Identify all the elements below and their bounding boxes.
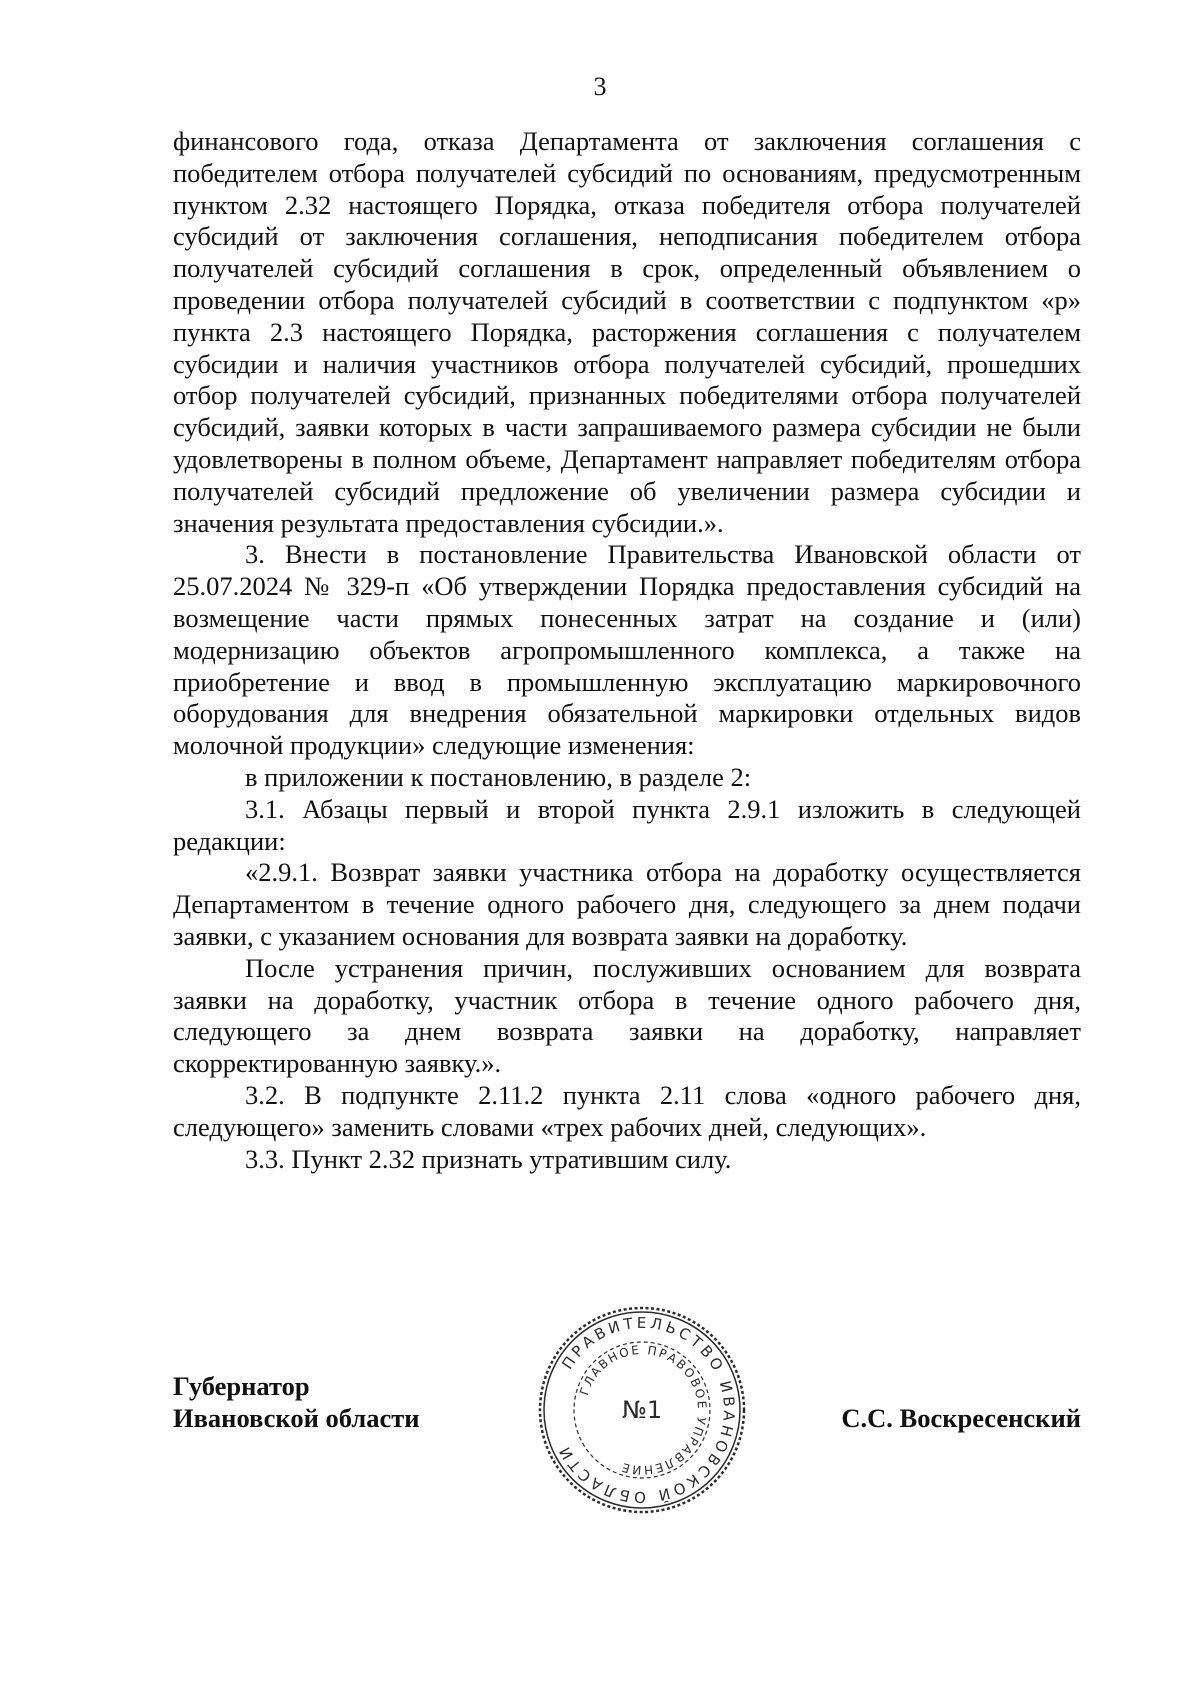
signatory-title [173, 1370, 420, 1434]
official-seal [532, 1300, 752, 1520]
document-body [173, 126, 1081, 1175]
paragraph-item-3-2: 3.2. В подпункте 2.11.2 пункта 2.11 слова «одного рабочего дня, следующего» заменить словами «трех рабочих дней, следующих». [173, 1079, 1081, 1142]
paragraph-quote-2-9-1: «2.9.1. Возврат заявки участника отбора на доработку осуществляется Департаментом в течение одного рабочего дня, следующего за днем подачи заявки, с указанием основания для возврата заявки на доработку. [173, 857, 1081, 951]
seal-center-number: №1 [621, 1396, 663, 1424]
paragraph-item-3: 3. Внести в постановление Правительства Ивановской области от 25.07.2024 № 329-п «Об утверждении Порядка предоставления субсидий на возмещение части прямых понесенных затрат на создание и (или) модернизацию объектов агропромышленного комплекса, а также на приобретение и ввод в промышленную эксплуатацию маркировочного оборудования для внедрения обязательной маркировки отдельных видов молочной продукции» следующие изменения: [173, 539, 1081, 761]
seal-graphic [532, 1300, 752, 1520]
paragraph-item-3-1: 3.1. Абзацы первый и второй пункта 2.9.1 изложить в следующей редакции: [173, 793, 1081, 856]
seal-ring-text: ПРАВИТЕЛЬСТВО ИВАНОВСКОЙ ОБЛАСТИ [554, 1313, 739, 1507]
paragraph-continuation: финансового года, отказа Департамента от заключения соглашения с победителем отбора получателей субсидий по основаниям, предусмотренным пунктом 2.32 настоящего Порядка, отказа победителя отбора получателей субсидий от заключения соглашения, неподписания победителем отбора получателей субсидий соглашения в срок, определенный объявлением о проведении отбора получателей субсидий в соответствии с подпунктом «р» пункта 2.3 настоящего Порядка, расторжения соглашения с получателем субсидии и наличия участников отбора получателей субсидий, прошедших отбор получателей субсидий, признанных победителями отбора получателей субсидий, заявки которых в части запрашиваемого размера субсидии не были удовлетворены в полном объеме, Департамент направляет победителям отбора получателей субсидий предложение об увеличении размера субсидии и значения результата предоставления субсидии.». [173, 126, 1081, 538]
signatory-name: С.С. Воскресенский [841, 1403, 1081, 1433]
signatory-title-line-1: Губернатор [173, 1371, 310, 1401]
signatory-title-line-2: Ивановской области [173, 1403, 420, 1433]
page-number: 3 [593, 72, 607, 101]
paragraph-quote-second: После устранения причин, послуживших основанием для возврата заявки на доработку, участник отбора в течение одного рабочего дня, следующего за днем возврата заявки на доработку, направляет скорректированную заявку.». [173, 952, 1081, 1079]
seal-inner-text: ГЛАВНОЕ ПРАВОВОЕ УПРАВЛЕНИЕ [577, 1342, 710, 1478]
paragraph-item-3-3: 3.3. Пункт 2.32 признать утратившим силу. [245, 1143, 732, 1174]
paragraph-appendix-intro: в приложении к постановлению, в разделе 2: [245, 761, 752, 792]
